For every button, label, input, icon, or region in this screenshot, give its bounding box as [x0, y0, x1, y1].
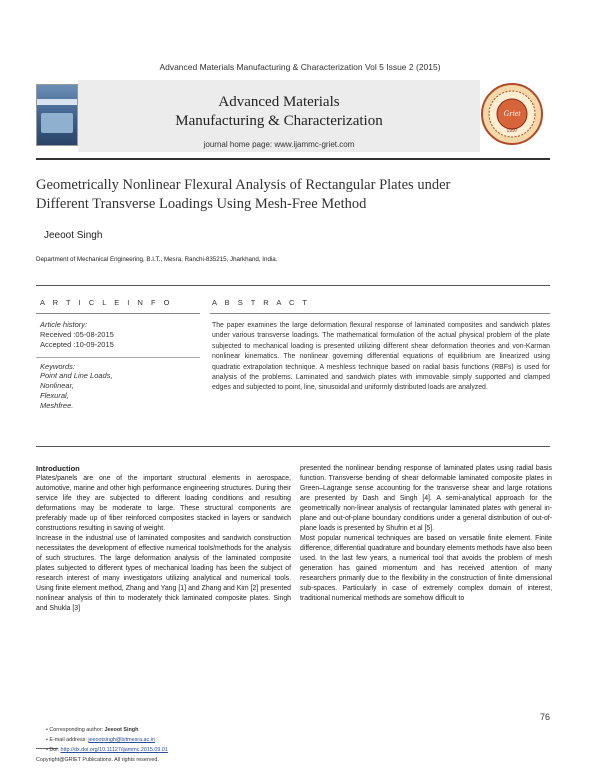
received-date: Received :05-08-2015	[40, 330, 114, 339]
abstract-text: The paper examines the large deformation flexural response of laminated composites and sandwich plates under various transverse loadings. The mathematical formulation of the actual physical problem of the plate subjected to mechanical loading is presented utilizing different shear deformation theories and von-Karman nonlinear kinematics. The nonlinear governing differential equations of equilibrium are linearized using quadratic extrapolation technique. A meshless technique based on radial basis functions (RBFs) is used for analysis of the problems. Laminated and sandwich plates with immovable simply supported and clamped edges and subjected to point, line, sinusoidal and uniformly distributed loads are analyzed.	[212, 322, 550, 392]
history-label: Article history:	[40, 320, 88, 329]
footnote-email: • E-mail address: jeeootsingh@bitmesra.ac.in	[46, 737, 155, 743]
footnote-email-label: E-mail address:	[49, 737, 89, 743]
article-info-heading: A R T I C L E I N F O	[40, 298, 173, 307]
keywords-label: Keywords:	[40, 362, 76, 371]
author-name: Jeeoot Singh	[44, 230, 103, 241]
front-matter-divider	[36, 285, 550, 286]
page-number: 76	[540, 712, 551, 722]
abstract-rule	[210, 313, 550, 314]
paper-title-line1: Geometrically Nonlinear Flexural Analysis of Rectangular Plates under	[36, 177, 451, 193]
body-paragraph: Plates/panels are one of the important structural elements in aerospace, automotive, marine and other high performance engineering structures. During their service life they are subjected to different loading conditions and resulting deformations may be moderate to large. These structural components are preferably made up of fiber reinforced composites stacked in layers or sandwich constructions resulting in saving of weight.	[36, 475, 291, 532]
paper-title	[36, 176, 556, 214]
accepted-date: Accepted :10-09-2015	[40, 340, 114, 349]
keyword-item: Point and Line Loads,	[40, 371, 113, 380]
journal-title-line1: Advanced Materials	[218, 94, 340, 110]
keyword-item: Flexural,	[40, 391, 69, 400]
abstract-heading: A B S T R A C T	[212, 298, 310, 307]
email-link[interactable]: jeeootsingh@bitmesra.ac.in	[88, 737, 155, 743]
body-left-column	[36, 464, 291, 614]
header-divider	[36, 158, 550, 160]
griet-seal-logo	[480, 82, 544, 146]
body-paragraph: presented the nonlinear bending response of laminated plates using radial basis function. Transverse bending of shear deformable laminated composite plates in Green–Lagrange sense accounting for the transverse shear and large rotations are presented by Dash and Singh [4]. A semi-analytical approach for the geometrically non-linear analysis of rectangular laminated plates with general in-plane and out-of-plane boundary conditions under a general distribution of out-of-plane loads is presented by Shufrin et al [5].	[300, 465, 552, 532]
footnote-doi: • Doi: http://dx.doi.org/10.11127/ijammc.2015.09.01	[46, 747, 168, 753]
article-info-rule	[36, 313, 200, 314]
doi-link[interactable]: http://dx.doi.org/10.11127/ijammc.2015.09.01	[60, 747, 168, 753]
body-paragraph: Most popular numerical techniques are based on versatile finite element. Finite difference, differential quadrature and boundary elements methods have also been used. In the last few years, a numerical tool that avoids the problem of mesh generation has gained momentum and has received attention of many researchers primarily due to the flexibility in the construction of finite dimensional sub-spaces. Particularly in case of extremely complex domain of interest, traditional numerical methods are somehow difficult to	[300, 535, 552, 602]
body-right-column	[300, 464, 552, 604]
keyword-item: Meshfree.	[40, 401, 74, 410]
keywords-rule	[36, 357, 200, 358]
journal-homepage: journal home page: www.ijammc-griet.com	[203, 140, 355, 149]
keyword-item: Nonlinear,	[40, 381, 74, 390]
journal-running-header: Advanced Materials Manufacturing & Characterization Vol 5 Issue 2 (2015)	[159, 62, 441, 72]
introduction-heading: Introduction	[36, 464, 80, 473]
copyright-notice: Copyright@GRIET Publications. All rights reserved.	[36, 757, 159, 763]
footnote-author-name: Jeeoot Singh	[104, 727, 139, 733]
journal-title-line2: Manufacturing & Characterization	[175, 113, 383, 129]
footnote-author: • Corresponding author: Jeeoot Singh	[46, 727, 139, 733]
abstract-end-divider	[36, 446, 550, 447]
seal-text: Griet	[503, 109, 521, 118]
footnote-doi-label: Doi:	[49, 747, 61, 753]
author-affiliation: Department of Mechanical Engineering, B.I.T., Mesra, Ranchi-835215, Jharkhand, India.	[36, 256, 278, 263]
footnote-author-label: Corresponding author:	[49, 727, 105, 733]
journal-cover-image	[36, 84, 78, 146]
body-paragraph: Increase in the industrial use of laminated composites and sandwich construction necessitates the development of effective numerical tools/methods for the analysis of such structures. The large deformation analysis of the laminated composite plates subjected to different types of mechanical loading has been the subject of research interest of many investigators utilizing analytical and numerical tools. Using finite element method, Zhang and Yang [1] and Zhang and Kim [2] presented nonlinear analysis of thin to moderately thick laminated composite plates. Singh and Shukla [3]	[36, 535, 291, 612]
paper-title-line2: Different Transverse Loadings Using Mesh-Free Method	[36, 196, 367, 212]
seal-year: 1997	[506, 128, 518, 134]
